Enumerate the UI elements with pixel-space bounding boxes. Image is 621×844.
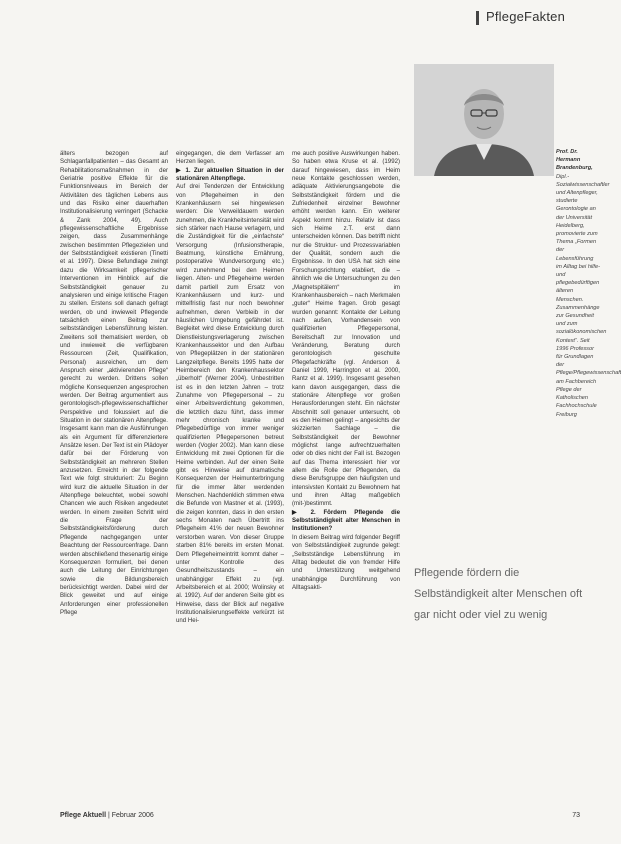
issue-date: | Februar 2006 <box>107 812 154 819</box>
author-name: Prof. Dr. Hermann Brandenburg, <box>556 149 593 172</box>
column-2-text: Auf drei Tendenzen der Entwicklung von Pflegeheimen in den Krankenhäusern sei hingewiesen werden: Die Verweildauern werden zunehmen, die Krankheitsintensität wird sich stärker nach Hause verlagern, und die Zuständigkeit für die „einfachste“ Versorgung (Infusionstherapie, Beatmung, künstliche Ernährung, postoperative Wundversorgung etc.) wird zunehmend bei den Heimen liegen. Alten- und Pflegeheime werden damit partiell zum Ersatz von Krankenhäusern und kurz- und mittelfristig fast nur noch bewohner aufnehmen, deren Verbleib in der häuslichen Umgebung gefährdet ist. Begleitet wird diese Entwicklung durch Dienstleistungsverlagerung zwischen Krankenhaussektor und den Aufbau von Pflegeplätzen in der stationären Langzeitpflege. Bereits 1995 hatte der Heimbereich den Krankenhaussektor „überholt“ (Werner 2004). Unbestritten ist es in den letzten Jahren – trotz Zunahme von Pflegepersonal – zu einer Arbeitsverdichtung gekommen, die letztlich dazu führt, dass immer mehr chronisch kranke und Pflegebedürftige von immer weniger qualifizierten Pflegepersonen betreut werden (Vogler 2002). Man kann diese Entwicklung mit zwei Optionen für die Heime verbinden. Auf der einen Seite gibt es Hinweise auf dramatische Konsequenzen der Heimunterbringung für die immer älter werdenden Menschen. Nachdenklich stimmen etwa die Befunde von Mastner et al. (1993), die zeigen konnten, dass in den ersten sechs Monaten nach Übertritt ins Pflegeheim 41% der neuen Bewohner verstorben waren. Von dieser Gruppe starben 81% bereits im ersten Monat. Dem Pflegeheimeintritt kommt daher – unter Kontrolle des Gesundheitszustands – ein unabhängiger Effekt zu (vgl. Arbeitsbereich et al. 2000; Wolinsky et al. 1992). Auf der anderen Seite gibt es Hinweise, dass der Blick auf negative Institutionalisierungseffekte verkürzt ist und Hei- <box>176 183 284 625</box>
column-1-text: älters bezogen auf Schlaganfallpatienten – das Gesamt an Rehabilitationsmaßnahmen in der Geriatrie positive Effekte für die Funktionsniveaus im Bereich der Aktivitäten des täglichen Lebens aus und das Risiko einer dauerhaften Institutionalisierung verringert (Schacke & Zank 2004, 49). Auch pflegewissenschaftliche Ergebnisse zeigen, dass Zusammenhänge zwischen bestimmten Pflegezielen und der Selbstständigkeit existieren (Tinetti et al. 1997). Diese Befundlage zwingt dazu die Wirksamkeit pflegerischer Interventionen im Hinblick auf die Selbstständigkeit genauer zu analysieren und einige kritische Fragen zu stellen. Erstens soll danach gefragt werden, ob und inwieweit Pflegende tatsächlich einen Beitrag zur selbstständigen Lebensführung leisten. Zweitens soll thematisiert werden, ob und inwieweit die verfügbaren Ressourcen (Zeit, Qualifikation, Personal) ausreichen, um dem Anspruch einer „aktivierenden Pflege“ gerecht zu werden. Drittens sollen mögliche Konsequenzen angesprochen werden. Der Beitrag argumentiert aus gerontologisch-pflegewissenschaftlicher Perspektive und fokussiert auf die Situation in der stationären Altenpflege. Insgesamt kann man die Ausführungen als ein Argument für differenziertere Ansätze lesen. Der Text ist ein Plädoyer dafür bei der Förderung von Selbstständigkeit an mehreren Stellen anzusetzen. Erreicht in der folgende Text wie folgt strukturiert: Zu Beginn wird kurz die aktuelle Situation in der Altenpflege beleuchtet, wobei sowohl Chancen wie auch Risiken angedeutet werden. In einem zweiten Schritt wird die Frage der Selbstständigkeitsförderung durch Pflegende nachgegangen unter Beachtung der Ressourcenfrage. Dann werden abschließend thesenartig einige Konsequenzen formuliert, bei denen auch die Leitung der Einrichtungen sowie die Bildungsbereich berücksichtigt werden. Dabei wird der Blick geweitet und auf einige Anforderungen einer professionellen Pflege <box>60 150 168 616</box>
magazine-name: Pflege Aktuell <box>60 812 107 819</box>
article-column-2 <box>176 150 284 626</box>
column-2-intro: eingegangen, die dem Verfasser am Herzen liegen. <box>176 150 284 166</box>
article-column-3 <box>292 150 400 814</box>
section-header <box>470 8 590 30</box>
header-rule <box>476 11 479 25</box>
footer-publication <box>60 812 154 819</box>
column-3-text-2: In diesem Beitrag wird folgender Begriff von Selbstständigkeit zugrunde gelegt: „Selbstständige Lebensführung im Alltag bedeutet die von fremder Hilfe und Unterstützung weitgehend unabhängige Durchführung von Alltagsakti- <box>292 533 400 591</box>
subheading-2: ▶ 2. Fördern Pflegende die Selbstständigkeit alter Menschen in Institutionen? <box>292 508 400 533</box>
author-description: Dipl.-Sozialwissenschaftler und Altenpfleger, studierte Gerontologie an der Universität Heidelberg, promovierte zum Thema „Formen der Lebensführung im Alltag bei hilfe- und pflegebedürftigen älteren Menschen. Zusammenhänge zur Gesundheit und zum sozialökonomischen Kontext“. Seit 1996 Professor für Grundlagen der Pflege/Pflegewissenschaft am Fachbereich Pflege der Katholischen Fachhochschule Freiburg <box>556 173 621 418</box>
column-3-text: me auch positive Auswirkungen haben. So haben etwa Kruse et al. (1992) darauf hingewiesen, dass im Heim neue Kontakte geschlossen werden, adäquate Aktivierungsangebote die Selbstständigkeit fördern und die Zufriedenheit einzelner Bewohner erhöht werden kann. Ein weiterer Aspekt kommt hinzu. Relativ ist dass sich Heime z.T. erst dann unterscheiden können. Das betrifft nicht nur die Struktur- und Prozessvariablen der Qualität, sondern auch die Ergebnisse. In den USA hat sich eine Forschungsrichtung etabliert, die – ähnlich wie die Untersuchungen zu den „Magnetspitälern“ im Krankenhausbereich – nach Merkmalen „guter“ Heime fragen. Grob gesagt wurden genannt: Kontakte der Leitung nach außen, Vorhandensein von qualifizierten Pflegepersonal, Bereitschaft zur Innovation und Veränderung, Beratung durch gerontologisch geschulte Pflegefachkräfte (vgl. Anderson & Daniel 1999, Harrington et al. 2000, Rantz et al. 1999). Insgesamt gesehen kann davon ausgegangen, dass die stationäre Altenpflege vor großen Herausforderungen steht. Ein nächster Abschnitt soll genauer untersucht, ob es den Heimen gelingt – angesichts der skizzierten Sachlage – die Selbstständigkeit der Bewohner möglichst lange aufrechtzuerhalten oder ob dies nicht der Fall ist. Bezogen auf das Thema interessiert hier vor allem die Rolle der Pflegenden, da diese Berufsgruppe den häufigsten und intensivsten Kontakt zu Bewohnern hat und ihren Alltag maßgeblich (mit-)bestimmt. <box>292 150 400 508</box>
section-title: PflegeFakten <box>486 9 566 24</box>
author-bio <box>556 148 621 419</box>
subheading-1: ▶ 1. Zur aktuellen Situation in der stationären Altenpflege. <box>176 166 284 183</box>
page-number: 73 <box>572 812 580 819</box>
pull-quote: Pflegende fördern die Selbständigkeit alter Menschen oft gar nicht oder viel zu wenig <box>414 567 583 621</box>
page-footer <box>60 812 580 824</box>
author-photo <box>414 64 554 176</box>
portrait-image <box>414 64 554 176</box>
article-column-1 <box>60 150 168 617</box>
